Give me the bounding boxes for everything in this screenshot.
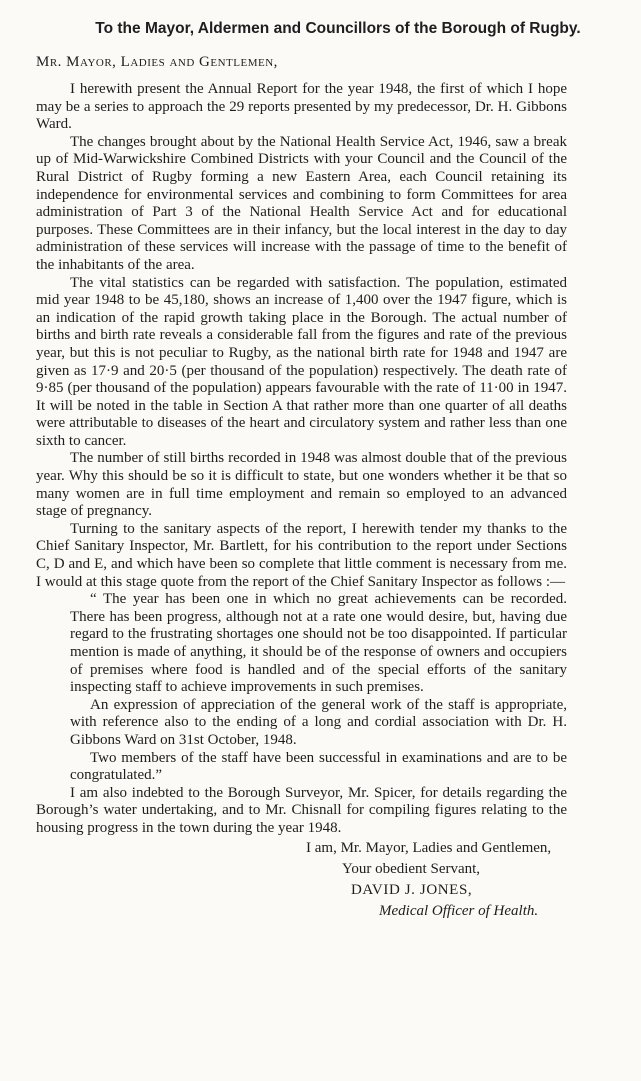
sanitary-inspector-quote bbox=[36, 591, 567, 785]
valediction: Your obedient Servant, bbox=[342, 860, 481, 877]
paragraph-sanitary-aspects: Turning to the sanitary aspects of the report, I herewith tender my thanks to the Chief Sanitary Inspector, Mr. Bartlett, for his contribution to the report under Sections C, D and E, and which have been so complete that little comment is necessary from me. I would at this stage quote from the report of the Chief Sanitary Inspector as follows :— bbox=[36, 520, 567, 590]
paragraph-vital-statistics: The vital statistics can be regarded with satisfaction. The population, estimated mid year 1948 to be 45,180, shows an increase of 1,400 over the 1947 figure, which is an indication of the rapid growth taking place in the Borough. The actual number of births and birth rate reveals a considerable fall from the figures and rate of the previous year, but this is not peculiar to Rugby, as the national birth rate for 1948 and 1947 are given as 17·9 and 20·5 (per thousand of the population) respectively. The death rate of 9·85 (per thousand of the population) appears favourable with the rate of 11·00 in 1947. It will be noted in the table in Section A that rather more than one quarter of all deaths were attributable to diseases of the heart and circulatory system and rather less than one sixth to cancer. bbox=[36, 274, 567, 449]
paragraph-health-service-act: The changes brought about by the National Health Service Act, 1946, saw a break up of Mid-Warwickshire Combined Districts with your Council and the Council of the Rural District of Rugby forming a new Eastern Area, each Council retaining its independence for environmental services and combining to form Committees for area administration of Part 3 of the National Health Service Act and for educational purposes. These Committees are in their infancy, but the local interest in the day to day administration of these services will increase with the passage of time to the benefit of the inhabitants of the area. bbox=[36, 133, 567, 273]
closing-salutation: I am, Mr. Mayor, Ladies and Gentlemen, bbox=[306, 839, 552, 856]
quote-paragraph: “ The year has been one in which no great achievements can be recorded. There has been progress, although not at a rate one would desire, but, having due regard to the frustrating shortages one should not be too disappointed. If particular mention is made of anything, it should be of the response of owners and occupiers of premises where food is handled and of the special efforts of the sanitary inspecting staff to achieve improvements in such premises. bbox=[70, 591, 567, 696]
quote-paragraph: An expression of appreciation of the general work of the staff is appropriate, with reference also to the ending of a long and cordial association with Dr. H. Gibbons Ward on 31st October, 1948. bbox=[70, 696, 567, 748]
signature-block bbox=[36, 838, 567, 922]
paragraph-acknowledgements: I am also indebted to the Borough Surveyor, Mr. Spicer, for details regarding the Borough’s water undertaking, and to Mr. Chisnall for compiling figures relating to the housing progress in the town during the year 1948. bbox=[36, 784, 567, 836]
signatory-title: Medical Officer of Health. bbox=[379, 902, 539, 919]
quote-paragraph: Two members of the staff have been successful in examinations and are to be congratulated.” bbox=[70, 749, 567, 784]
paragraph-still-births: The number of still births recorded in 1948 was almost double that of the previous year. Why this should be so it is difficult to state, but one wonders whether it be that so many women are in full time employment and remain so employed to an advanced stage of pregnancy. bbox=[36, 450, 567, 520]
letter-body bbox=[36, 81, 567, 838]
letter-heading: To the Mayor, Aldermen and Councillors of the Borough of Rugby. bbox=[95, 20, 581, 37]
signatory-name: DAVID J. JONES, bbox=[351, 881, 473, 898]
paragraph-intro: I herewith present the Annual Report for the year 1948, the first of which I hope may be a series to approach the 29 reports presented by my predecessor, Dr. H. Gibbons Ward. bbox=[36, 81, 567, 133]
salutation: Mr. Mayor, Ladies and Gentlemen, bbox=[36, 54, 278, 70]
